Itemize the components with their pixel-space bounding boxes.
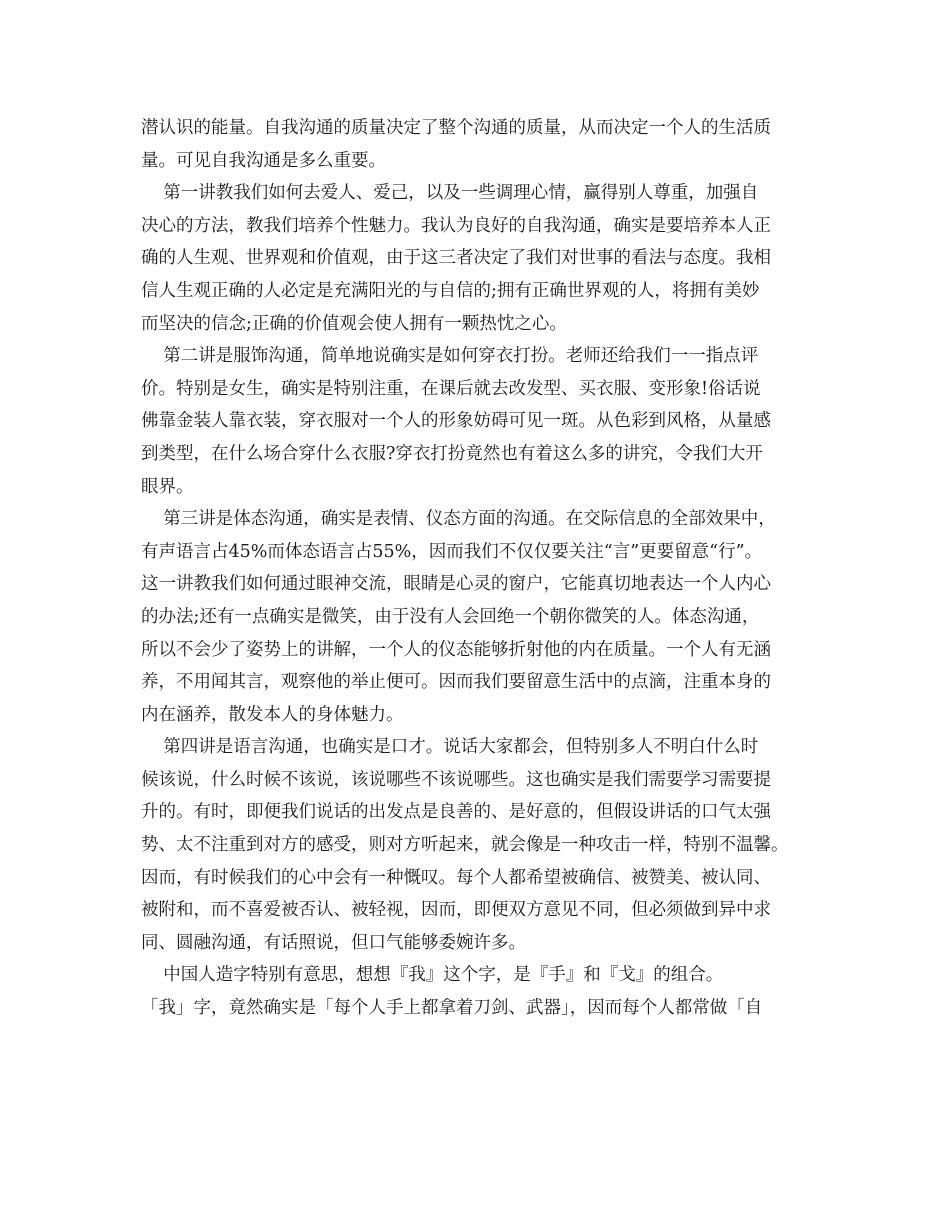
text-line: 这一讲教我们如何通过眼神交流，眼睛是心灵的窗户，它能真切地表达一个人内心 [141, 574, 771, 595]
text-line: 的办法;还有一点确实是微笑，由于没有人会回绝一个朝你微笑的人。体态沟通， [141, 606, 760, 627]
text-line: 有声语言占45%而体态语言占55%，因而我们不仅仅要关注“言”更要留意“行”。 [141, 541, 763, 562]
body-text [141, 112, 821, 1025]
text-line: 候该说，什么时候不该说，该说哪些不该说哪些。这也确实是我们需要学习需要提 [141, 769, 771, 790]
text-line: 量。可见自我沟通是多么重要。 [141, 150, 386, 171]
text-line: 中国人造字特别有意思，想想『我』这个字，是『手』和『戈』的组合。 [141, 965, 724, 986]
text-line: 价。特别是女生，确实是特别注重，在课后就去改发型、买衣服、变形象!俗话说 [141, 378, 761, 399]
text-line: 「我」字，竟然确实是「每个人手上都拿着刀剑、武器」，因而每个人都常做「自 [141, 998, 763, 1019]
text-line: 第四讲是语言沟通，也确实是口才。说话大家都会，但特别多人不明白什么时 [141, 737, 759, 758]
text-line: 被附和，而不喜爱被否认、被轻视，因而，即便双方意见不同，但必须做到异中求 [141, 900, 771, 921]
text-line: 佛靠金装人靠衣装，穿衣服对一个人的形象妨碍可见一斑。从色彩到风格，从量感 [141, 411, 771, 432]
text-line: 养，不用闻其言，观察他的举止便可。因而我们要留意生活中的点滴，注重本身的 [141, 672, 771, 693]
text-line: 升的。有时，即便我们说话的出发点是良善的、是好意的，但假设讲话的口气太强 [141, 802, 771, 823]
text-line: 潜认识的能量。自我沟通的质量决定了整个沟通的质量，从而决定一个人的生活质 [141, 118, 771, 138]
text-line: 眼界。 [141, 476, 194, 497]
text-line: 第三讲是体态沟通，确实是表情、仪态方面的沟通。在交际信息的全部效果中， [141, 509, 776, 530]
text-line: 第一讲教我们如何去爱人、爱己，以及一些调理心情，赢得别人尊重，加强自 [141, 183, 759, 204]
text-line: 决心的方法，教我们培养个性魅力。我认为良好的自我沟通，确实是要培养本人正 [141, 215, 771, 236]
text-line: 所以不会少了姿势上的讲解，一个人的仪态能够折射他的内在质量。一个人有无涵 [141, 639, 771, 660]
text-line: 信人生观正确的人必定是充满阳光的与自信的;拥有正确世界观的人，将拥有美妙 [141, 280, 760, 301]
text-line: 势、太不注重到对方的感受，则对方听起来，就会像是一种攻击一样，特别不温馨。 [141, 835, 789, 856]
text-line: 第二讲是服饰沟通，简单地说确实是如何穿衣打扮。老师还给我们一一指点评 [141, 346, 759, 367]
text-line: 内在涵养，散发本人的身体魅力。 [141, 704, 404, 725]
text-line: 同、圆融沟通，有话照说，但口气能够委婉许多。 [141, 932, 526, 953]
text-line: 确的人生观、世界观和价值观，由于这三者决定了我们对世事的看法与态度。我相 [141, 248, 771, 269]
text-line: 到类型，在什么场合穿什么衣服?穿衣打扮竟然也有着这么多的讲究，令我们大开 [141, 443, 763, 464]
text-line: 因而，有时候我们的心中会有一种慨叹。每个人都希望被确信、被赞美、被认同、 [141, 867, 771, 888]
text-line: 而坚决的信念;正确的价值观会使人拥有一颗热忱之心。 [141, 313, 567, 334]
